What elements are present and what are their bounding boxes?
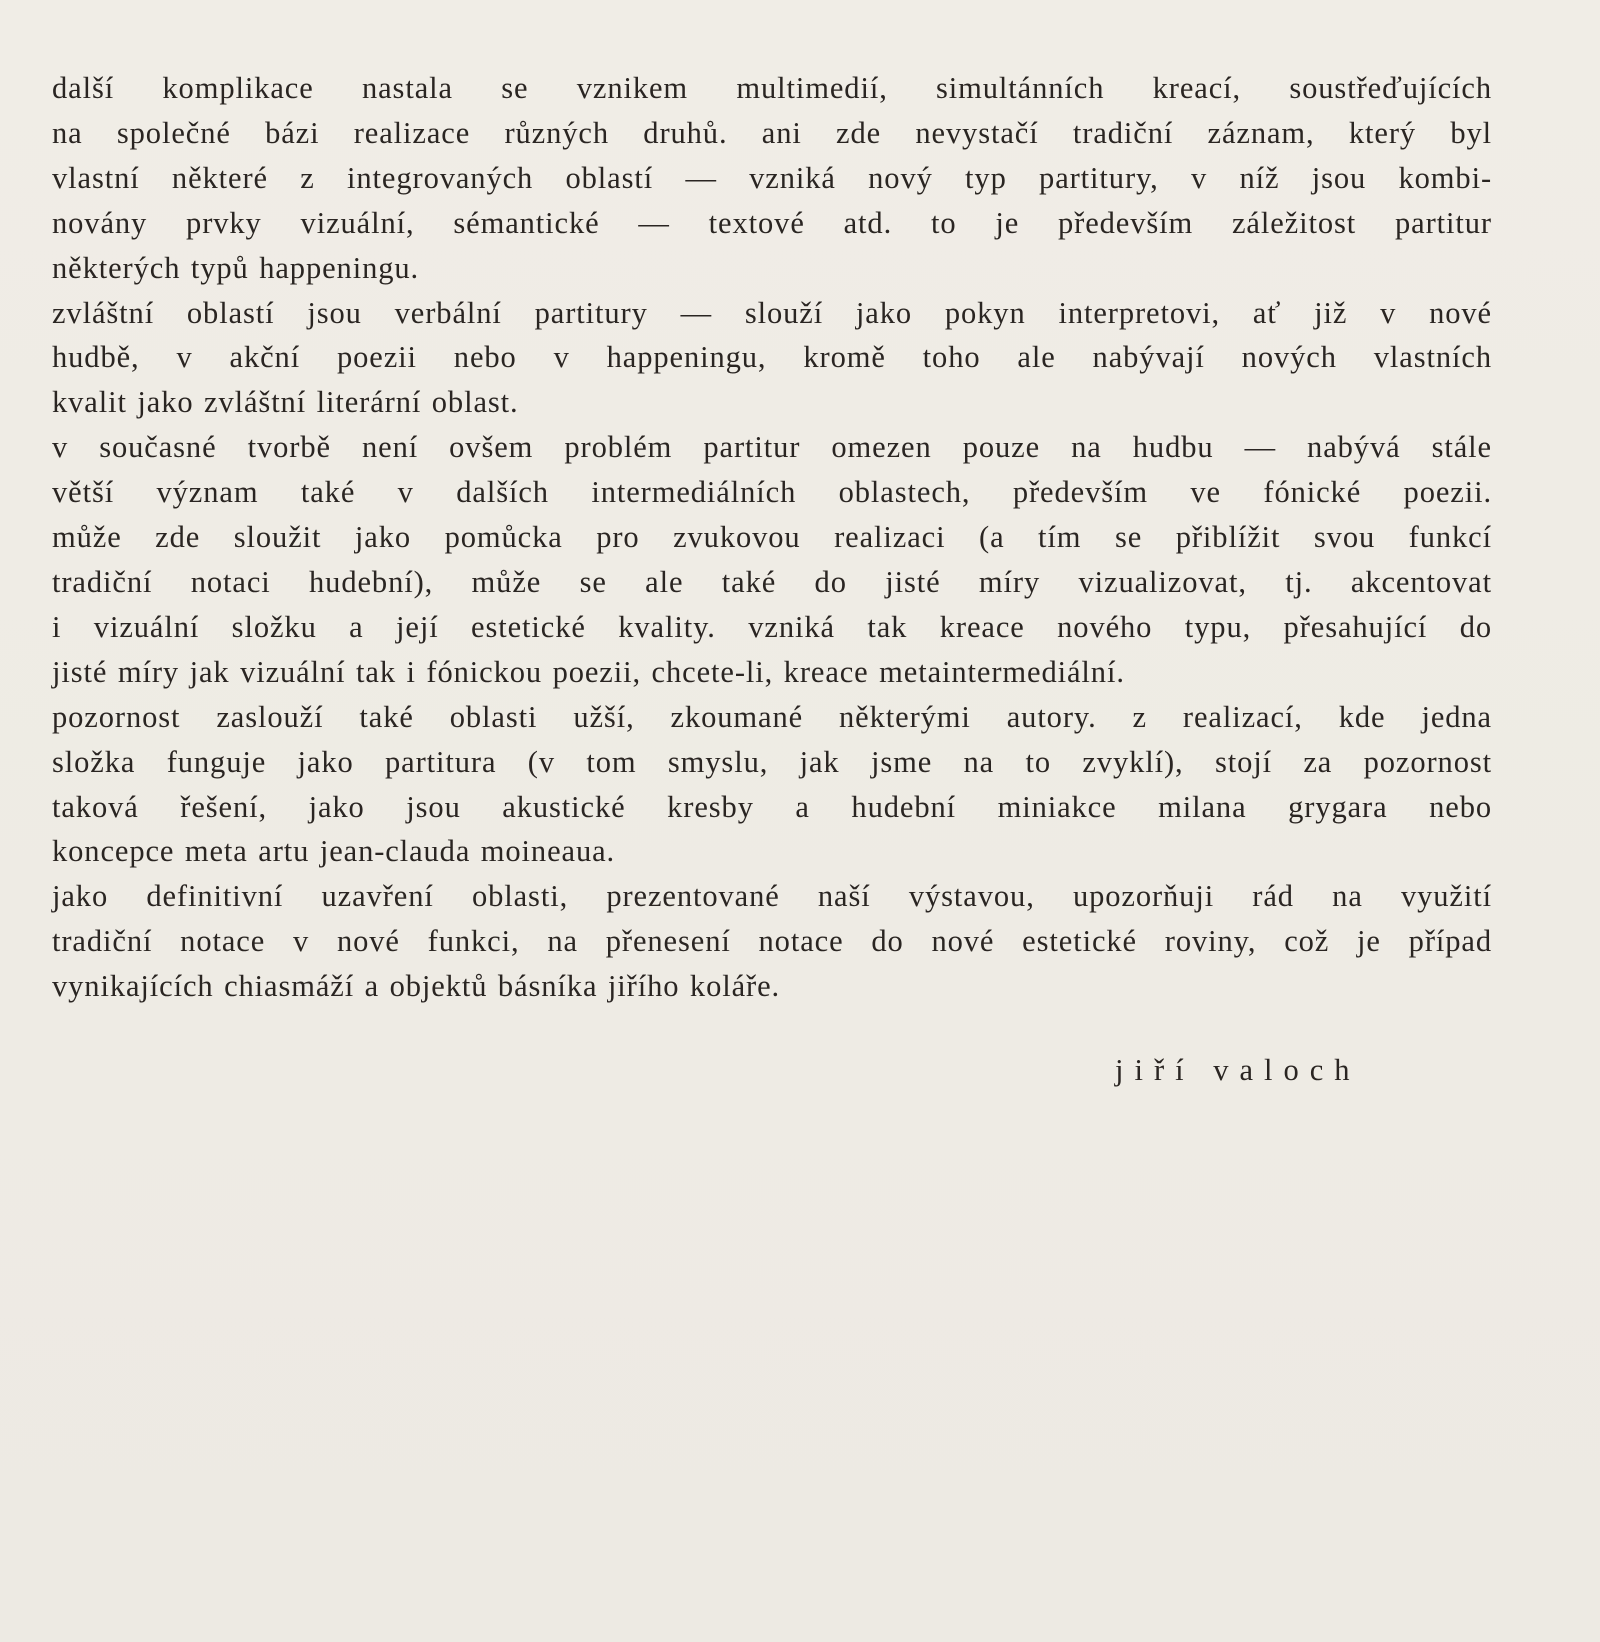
text-line: jisté míry jak vizuální tak i fónickou poezii, chcete-li, kreace metaintermediální. — [52, 654, 1125, 689]
text-line: v současné tvorbě není ovšem problém partitur omezen pouze na hudbu — nabývá stále — [52, 430, 1492, 465]
text-line: vlastní některé z integrovaných oblastí — vzniká nový typ partitury, v níž jsou kombi- — [52, 160, 1492, 195]
text-line: na společné bázi realizace různých druhů. ani zde nevystačí tradiční záznam, který byl — [52, 115, 1492, 150]
text-line: hudbě, v akční poezii nebo v happeningu, kromě toho ale nabývají nových vlastních — [52, 340, 1492, 375]
text-line: vynikajících chiasmáží a objektů básníka jiřího koláře. — [52, 969, 781, 1004]
text-line: koncepce meta artu jean-clauda moineaua. — [52, 834, 616, 869]
text-line: tradiční notaci hudební), může se ale také do jisté míry vizualizovat, tj. akcentovat — [52, 564, 1492, 599]
text-line: taková řešení, jako jsou akustické kresby a hudební miniakce milana grygara nebo — [52, 789, 1492, 824]
text-line: pozornost zaslouží také oblasti užší, zkoumané některými autory. z realizací, kde jedna — [52, 699, 1492, 734]
text-line: kvalit jako zvláštní literární oblast. — [52, 385, 519, 420]
text-line: tradiční notace v nové funkci, na přenesení notace do nové estetické roviny, což je případ — [52, 924, 1492, 959]
text-line: může zde sloužit jako pomůcka pro zvukovou realizaci (a tím se přiblížit svou funkcí — [52, 520, 1492, 555]
text-line: jako definitivní uzavření oblasti, prezentované naší výstavou, upozorňuji rád na využití — [52, 879, 1492, 914]
body-text — [52, 66, 1492, 1009]
text-line: složka funguje jako partitura (v tom smyslu, jak jsme na to zvyklí), stojí za pozornost — [52, 744, 1492, 779]
text-line: zvláštní oblastí jsou verbální partitury — slouží jako pokyn interpretovi, ať již v nové — [52, 295, 1492, 330]
text-line: další komplikace nastala se vznikem multimedií, simultánních kreací, soustřeďujících — [52, 71, 1492, 105]
text-line: některých typů happeningu. — [52, 250, 420, 285]
author-signature: jiří valoch — [1115, 1053, 1361, 1087]
text-line: i vizuální složku a její estetické kvality. vzniká tak kreace nového typu, přesahující do — [52, 609, 1492, 644]
text-line: větší význam také v dalších intermediálních oblastech, především ve fónické poezii. — [52, 475, 1492, 510]
text-line: novány prvky vizuální, sémantické — textové atd. to je především záležitost partitur — [52, 205, 1492, 240]
